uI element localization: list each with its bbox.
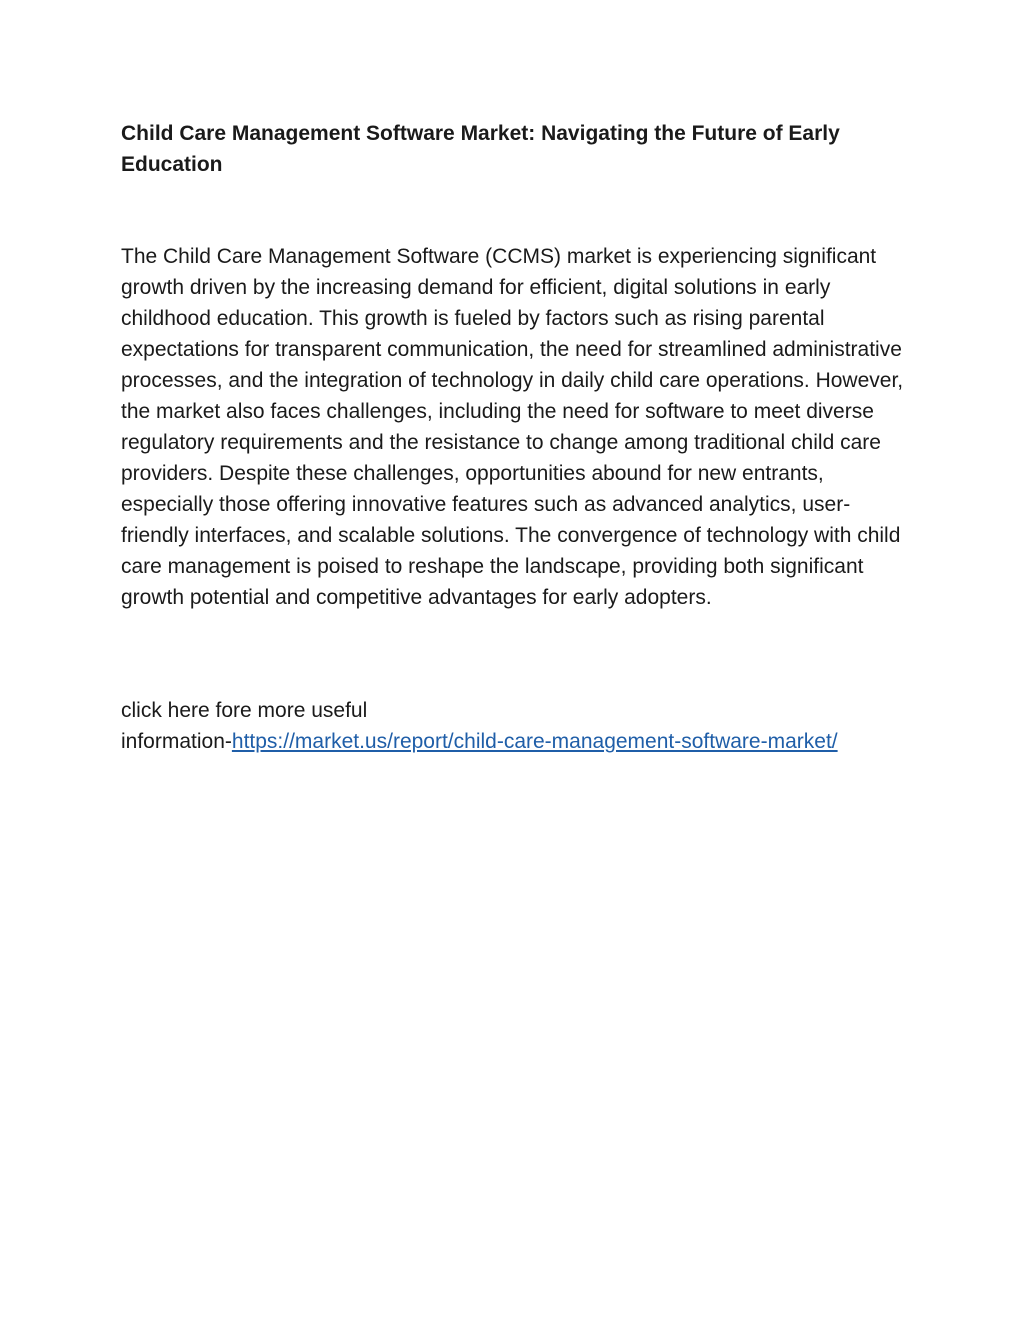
more-info-paragraph [121,695,911,757]
more-info-lead: click here fore more useful [121,699,368,722]
document-page [121,118,911,757]
document-body-paragraph: The Child Care Management Software (CCMS) market is experiencing significant growth driven by the increasing demand for efficient, digital solutions in early childhood education. This growth is fueled by factors such as rising parental expectations for transparent communication, the need for streamlined administrative processes, and the integration of technology in daily child care operations. However, the market also faces challenges, including the need for software to meet diverse regulatory requirements and the resistance to change among traditional child care providers. Despite these challenges, opportunities abound for new entrants, especially those offering innovative features such as advanced analytics, user-friendly interfaces, and scalable solutions. The convergence of technology with child care management is poised to reshape the landscape, providing both significant growth potential and competitive advantages for early adopters. [121,245,904,609]
document-title: Child Care Management Software Market: Navigating the Future of Early Education [121,122,840,176]
more-info-prefix: information- [121,730,232,753]
report-link[interactable]: https://market.us/report/child-care-management-software-market/ [231,730,838,753]
